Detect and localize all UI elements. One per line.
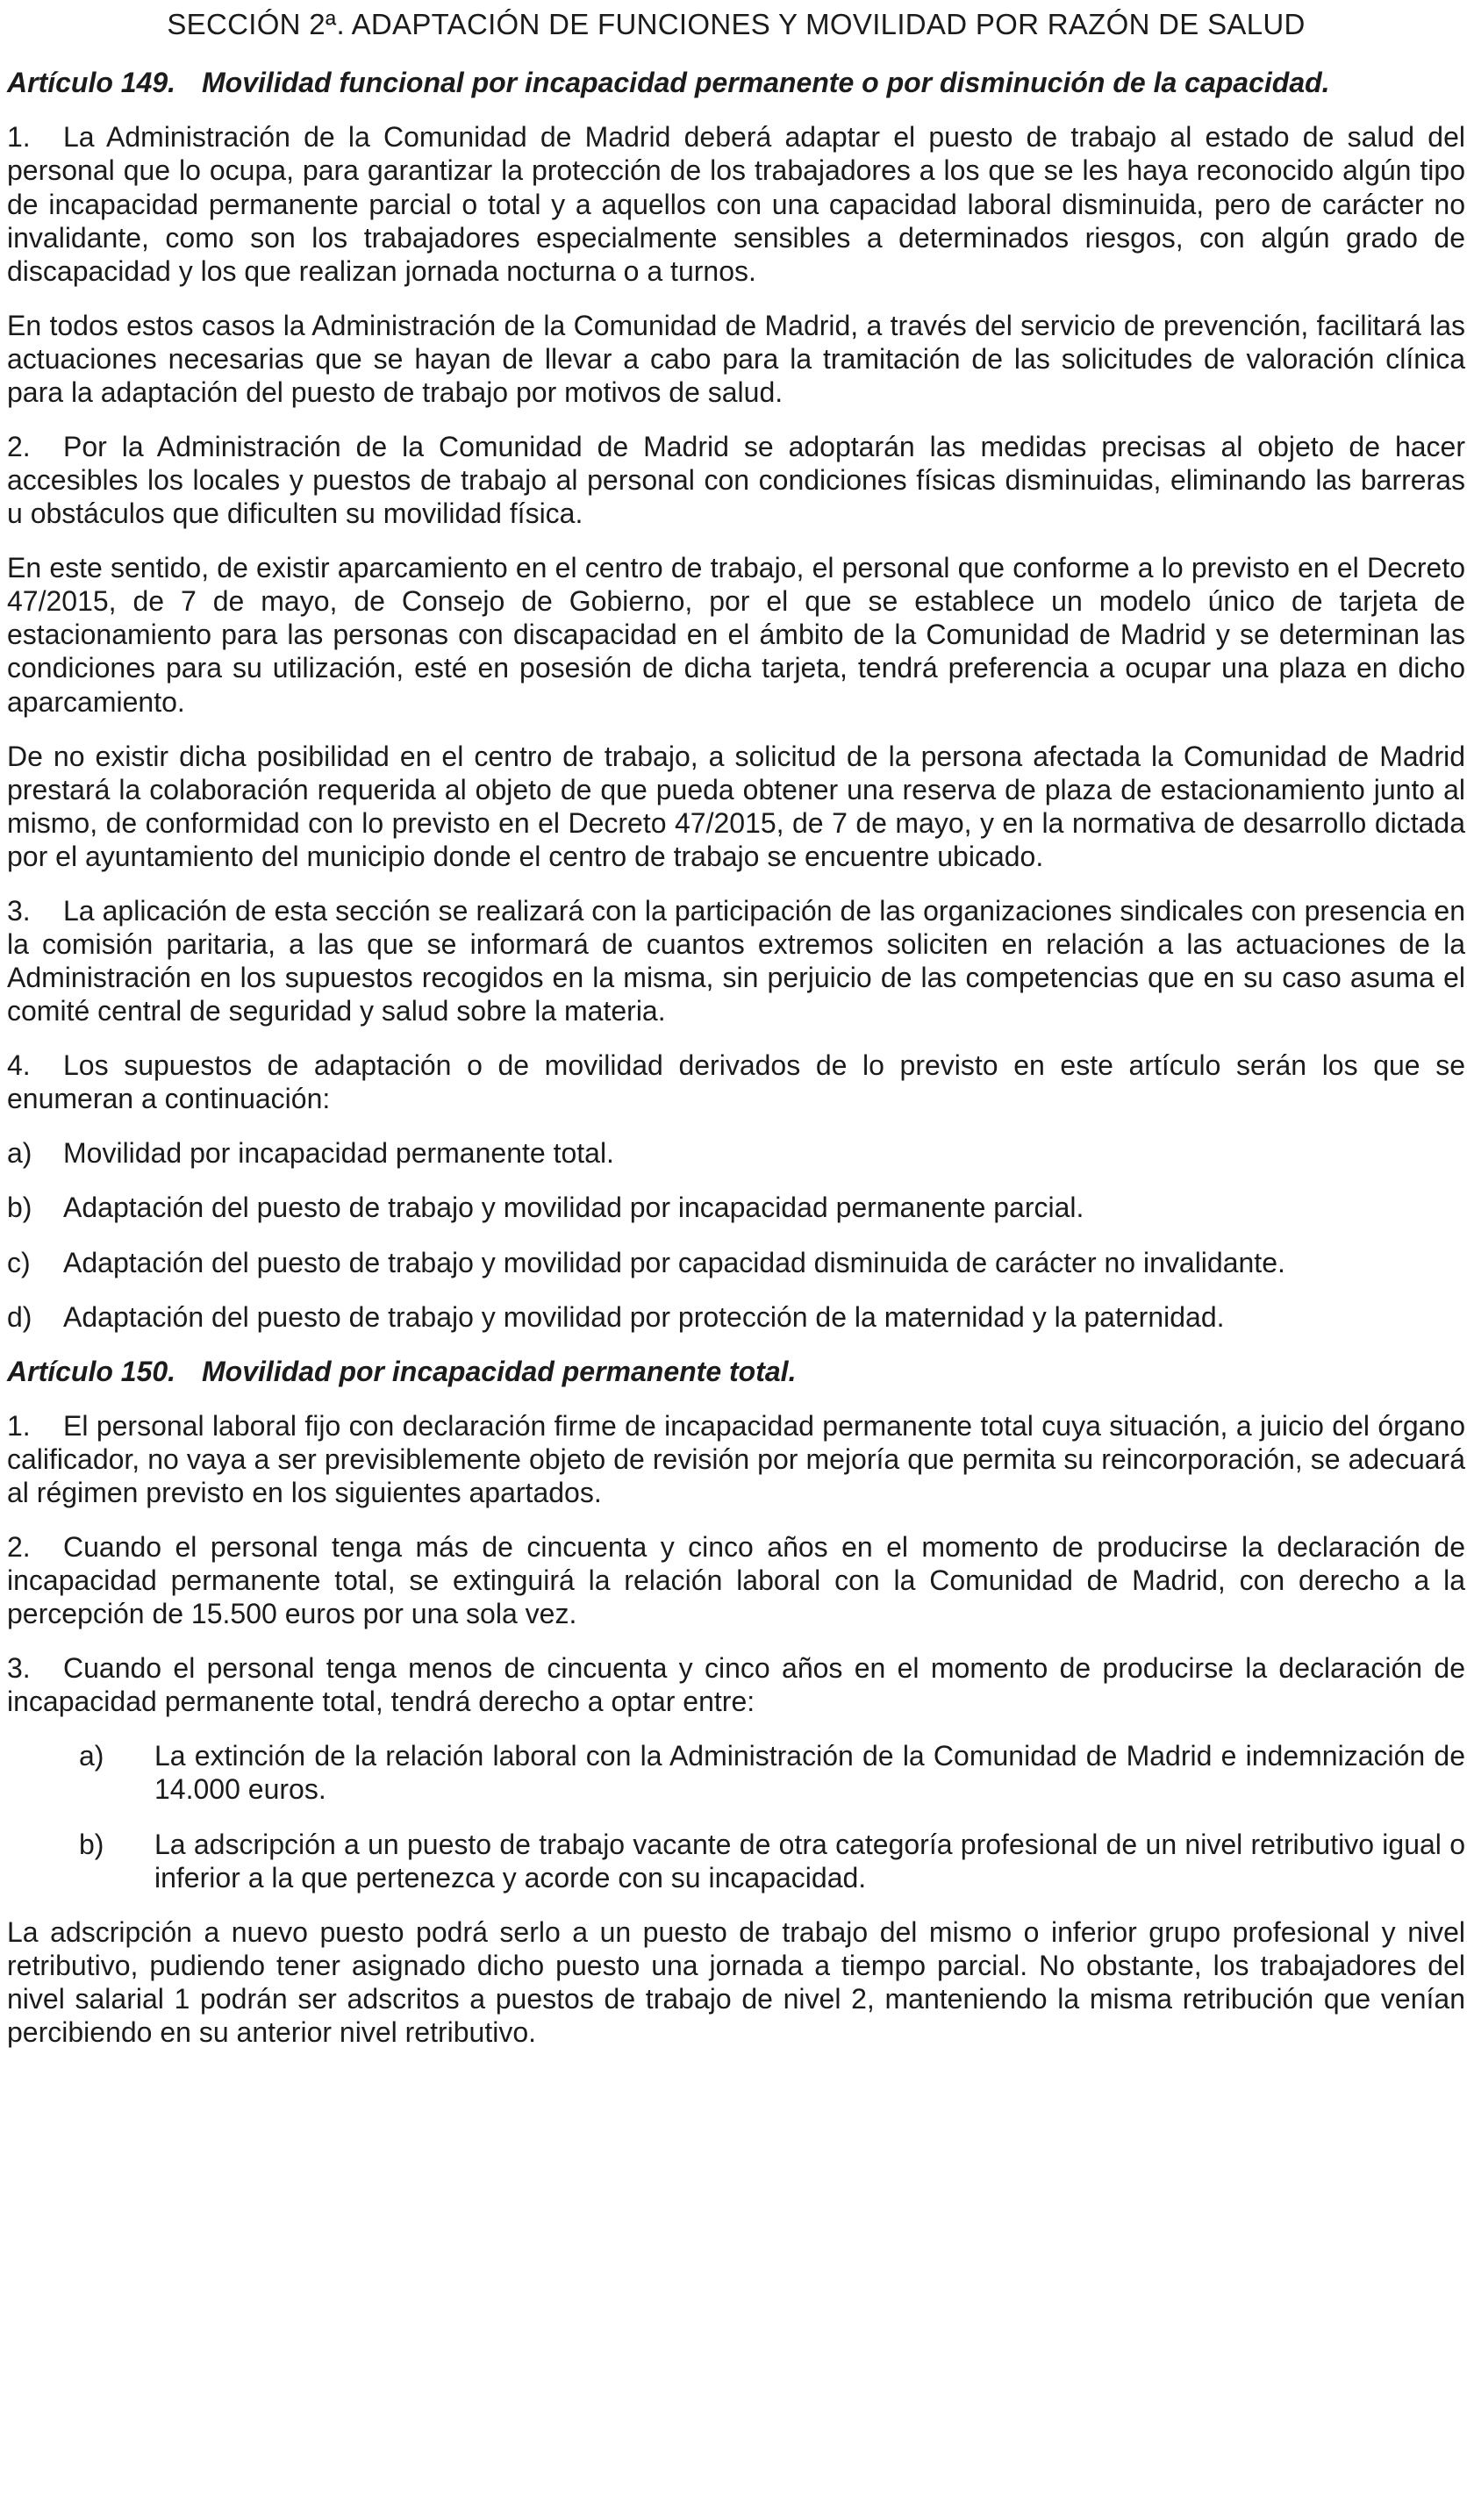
- paragraph-text: La adscripción a nuevo puesto podrá serlo a un puesto de trabajo del mismo o inferior grupo profesional y nivel retributivo, pudiendo tener asignado dicho puesto una jornada a tiempo parcial. No obstante, los trabajadores del nivel salarial 1 podrán ser adscritos a puestos de trabajo de nivel 2, manteniendo la misma retribución que venían percibiendo en su anterior nivel retributivo.: [7, 1915, 1465, 2048]
- paragraph-text: Movilidad por incapacidad permanente total.: [63, 1137, 614, 1170]
- paragraph-number: 2.: [7, 1531, 31, 1563]
- paragraph-text: La aplicación de esta sección se realizará con la participación de las organizaciones sindicales con presencia en la comisión paritaria, a las que se informará de cuantos extremos soliciten en relación a las actuaciones de la Administración en los supuestos recogidos en la misma, sin perjuicio de las competencias que en su caso asuma el comité central de seguridad y salud sobre la materia.: [7, 894, 1465, 1027]
- item-marker: b): [79, 1828, 104, 1860]
- paragraph-number: 1.: [7, 121, 31, 154]
- numbered-paragraph: [7, 120, 1465, 287]
- article-number: Artículo 149.: [7, 67, 176, 99]
- paragraph-number: 4.: [7, 1049, 31, 1082]
- paragraph: [7, 551, 1465, 718]
- item-marker: a): [79, 1740, 104, 1772]
- numbered-paragraph: [7, 1651, 1465, 1718]
- paragraph-text: El personal laboral fijo con declaración firme de incapacidad permanente total cuya situación, a juicio del órgano calificador, no vaya a ser previsiblemente objeto de revisión por mejoría que permita su reincorporación, se adecuará al régimen previsto en los siguientes apartados.: [7, 1409, 1465, 1508]
- article-number: Artículo 150.: [7, 1355, 176, 1387]
- numbered-paragraph: [7, 430, 1465, 530]
- paragraph-text: Adaptación del puesto de trabajo y movilidad por incapacidad permanente parcial.: [63, 1192, 1084, 1224]
- paragraph-text: Los supuestos de adaptación o de movilidad derivados de lo previsto en este artículo serán los que se enumeran a continuación:: [7, 1049, 1465, 1115]
- item-text: La adscripción a un puesto de trabajo vacante de otra categoría profesional de un nivel retributivo igual o inferior a la que pertenezca y acorde con su incapacidad.: [154, 1828, 1465, 1894]
- document-body: [7, 66, 1465, 2049]
- paragraph-text: Adaptación del puesto de trabajo y movilidad por protección de la maternidad y la paternidad.: [63, 1300, 1225, 1333]
- paragraph-text: De no existir dicha posibilidad en el centro de trabajo, a solicitud de la persona afectada la Comunidad de Madrid prestará la colaboración requerida al objeto de que pueda obtener una reserva de plaza de estacionamiento junto al mismo, de conformidad con lo previsto en el Decreto 47/2015, de 7 de mayo, y en la normativa de desarrollo dictada por el ayuntamiento del municipio donde el centro de trabajo se encuentre ubicado.: [7, 740, 1465, 872]
- paragraph-number: 2.: [7, 430, 31, 462]
- paragraph-number: 1.: [7, 1409, 31, 1442]
- article-title: Movilidad funcional por incapacidad permanente o por disminución de la capacidad.: [202, 67, 1330, 99]
- item-marker: d): [7, 1300, 32, 1333]
- paragraph: [7, 1915, 1465, 2049]
- paragraph-number: 3.: [7, 894, 31, 927]
- sub-list-item: [7, 1828, 1465, 1894]
- article-heading: [7, 66, 1465, 99]
- numbered-paragraph: [7, 1409, 1465, 1509]
- item-marker: c): [7, 1246, 31, 1278]
- paragraph-text: Cuando el personal tenga más de cincuenta y cinco años en el momento de producirse la declaración de incapacidad permanente total, se extinguirá la relación laboral con la Comunidad de Madrid, con derecho a la percepción de 15.500 euros por una sola vez.: [7, 1531, 1465, 1630]
- list-item: [7, 1136, 1465, 1170]
- numbered-paragraph: [7, 1530, 1465, 1630]
- item-marker: b): [7, 1192, 32, 1224]
- paragraph-text: La Administración de la Comunidad de Madrid deberá adaptar el puesto de trabajo al estado de salud del personal que lo ocupa, para garantizar la protección de los trabajadores a los que se les haya reconocido algún tipo de incapacidad permanente parcial o total y a aquellos con una capacidad laboral disminuida, pero de carácter no invalidante, como son los trabajadores especialmente sensibles a determinados riesgos, con algún grado de discapacidad y los que realizan jornada nocturna o a turnos.: [7, 121, 1465, 287]
- item-text: La extinción de la relación laboral con la Administración de la Comunidad de Madrid e indemnización de 14.000 euros.: [154, 1740, 1465, 1806]
- paragraph-number: 3.: [7, 1652, 31, 1685]
- sub-list-item: [7, 1739, 1465, 1806]
- item-marker: a): [7, 1137, 32, 1170]
- paragraph-text: Adaptación del puesto de trabajo y movilidad por capacidad disminuida de carácter no invalidante.: [63, 1246, 1285, 1278]
- numbered-paragraph: [7, 1049, 1465, 1115]
- paragraph-text: En este sentido, de existir aparcamiento en el centro de trabajo, el personal que conforme a lo previsto en el Decreto 47/2015, de 7 de mayo, de Consejo de Gobierno, por el que se establece un modelo único de tarjeta de estacionamiento para las personas con discapacidad en el ámbito de la Comunidad de Madrid y se determinan las condiciones para su utilización, esté en posesión de dicha tarjeta, tendrá preferencia a ocupar una plaza en dicho aparcamiento.: [7, 552, 1465, 718]
- paragraph: [7, 740, 1465, 873]
- article-heading: [7, 1355, 1465, 1388]
- numbered-paragraph: [7, 894, 1465, 1027]
- paragraph-text: Por la Administración de la Comunidad de Madrid se adoptarán las medidas precisas al objeto de hacer accesibles los locales y puestos de trabajo al personal con condiciones físicas disminuidas, eliminando las barreras u obstáculos que dificulten su movilidad física.: [7, 430, 1465, 530]
- paragraph-text: En todos estos casos la Administración de la Comunidad de Madrid, a través del servicio de prevención, facilitará las actuaciones necesarias que se hayan de llevar a cabo para la tramitación de las solicitudes de valoración clínica para la adaptación del puesto de trabajo por motivos de salud.: [7, 309, 1465, 408]
- list-item: [7, 1300, 1465, 1334]
- article-title: Movilidad por incapacidad permanente total.: [202, 1355, 797, 1387]
- section-heading: SECCIÓN 2ª. ADAPTACIÓN DE FUNCIONES Y MOVILIDAD POR RAZÓN DE SALUD: [167, 8, 1306, 40]
- paragraph-text: Cuando el personal tenga menos de cincuenta y cinco años en el momento de producirse la declaración de incapacidad permanente total, tendrá derecho a optar entre:: [7, 1652, 1465, 1718]
- list-item: [7, 1191, 1465, 1224]
- paragraph: [7, 309, 1465, 409]
- list-item: [7, 1246, 1465, 1279]
